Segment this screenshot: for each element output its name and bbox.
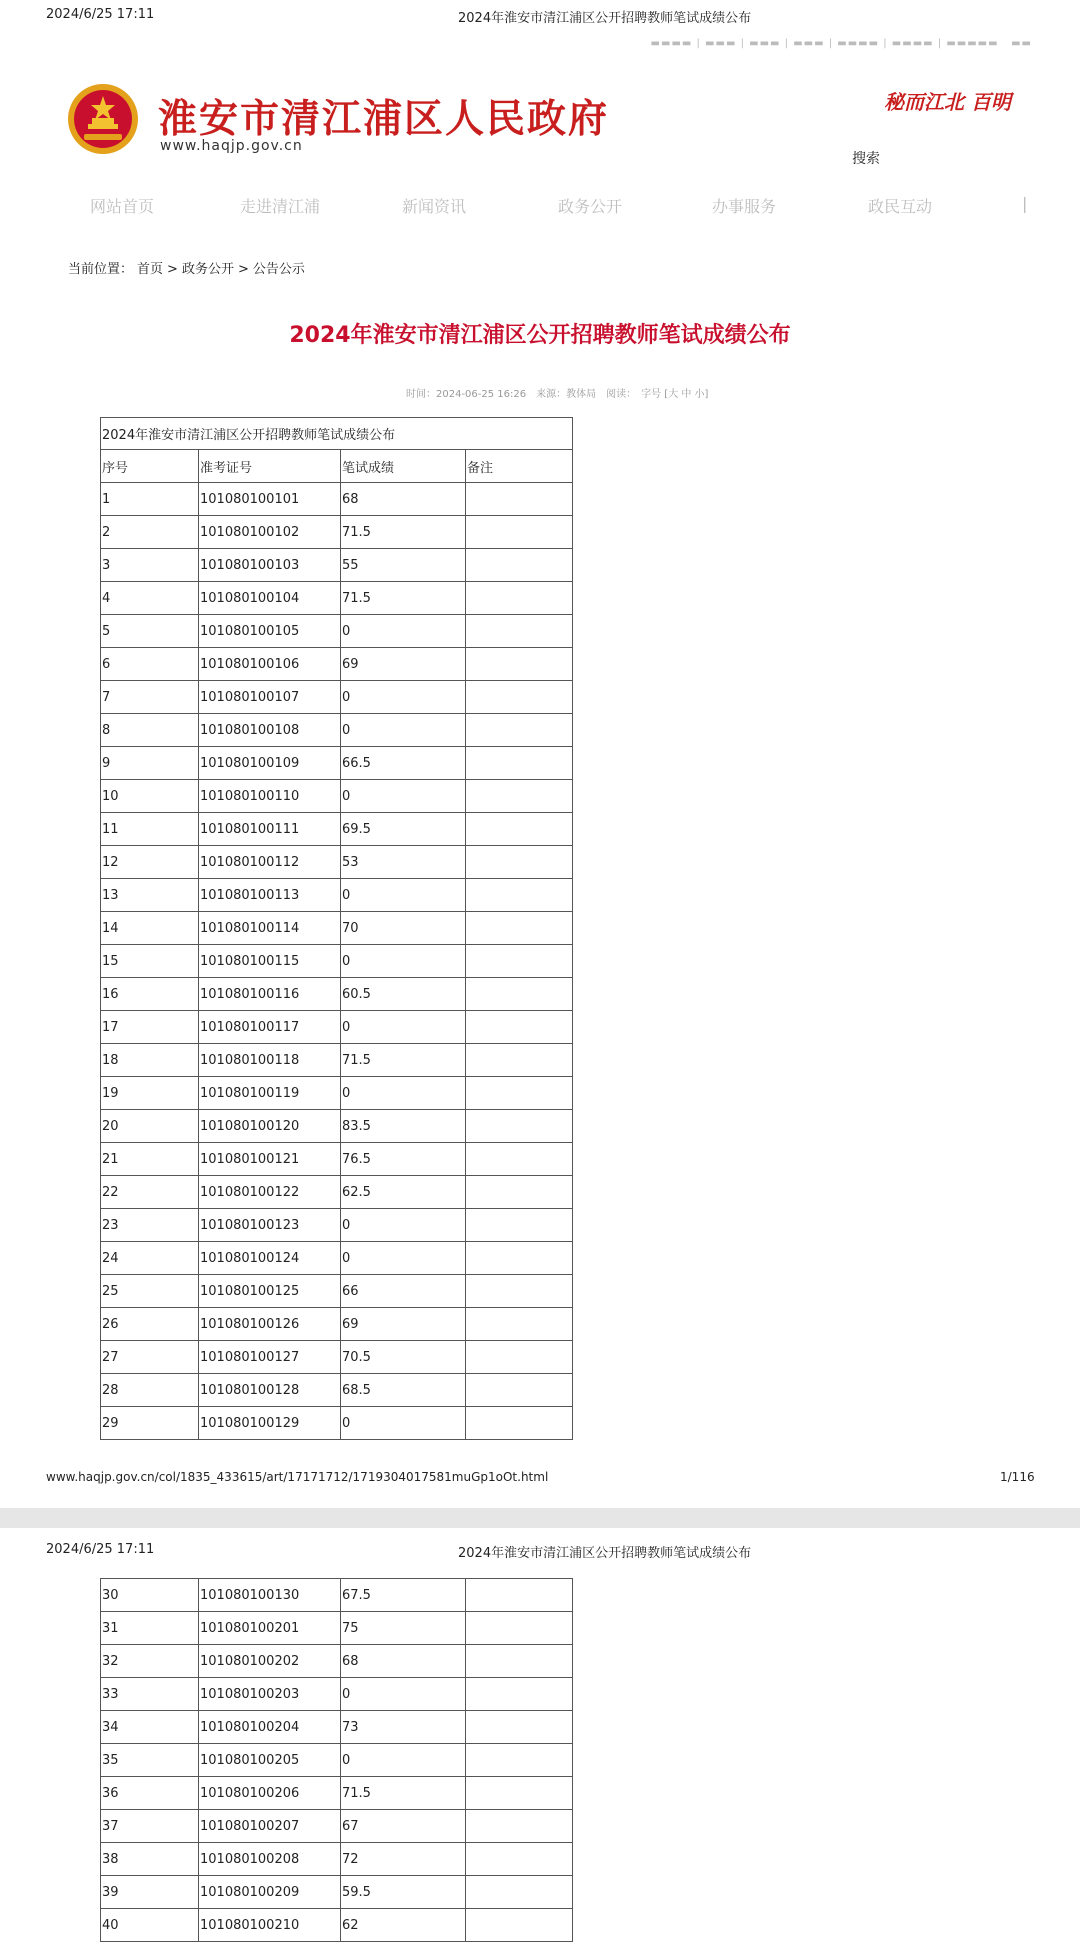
cell-exam-id: 101080100108	[199, 714, 341, 747]
cell-remark	[466, 1909, 573, 1942]
nav-item-home[interactable]: 网站首页	[90, 197, 155, 216]
cell-score: 71.5	[341, 516, 466, 549]
table-header-row	[101, 450, 573, 483]
cell-remark	[466, 714, 573, 747]
cell-score: 66.5	[341, 747, 466, 780]
cell-remark	[466, 1176, 573, 1209]
site-slogan: 秘而江北 百明	[884, 90, 1011, 114]
cell-remark	[466, 1711, 573, 1744]
nav-item-about[interactable]: 走进清江浦	[240, 197, 321, 216]
cell-remark	[466, 1744, 573, 1777]
table-row	[101, 1209, 573, 1242]
cell-remark	[466, 1579, 573, 1612]
table-row	[101, 1110, 573, 1143]
cell-score: 0	[341, 714, 466, 747]
cell-score: 0	[341, 1011, 466, 1044]
table-row	[101, 1011, 573, 1044]
cell-exam-id: 101080100116	[199, 978, 341, 1011]
cell-remark	[466, 879, 573, 912]
nav-item-services[interactable]: 办事服务	[712, 197, 777, 216]
cell-score: 0	[341, 1242, 466, 1275]
cell-exam-id: 101080100129	[199, 1407, 341, 1440]
cell-score: 70.5	[341, 1341, 466, 1374]
cell-exam-id: 101080100106	[199, 648, 341, 681]
print-header-datetime: 2024/6/25 17:11	[46, 7, 155, 22]
cell-exam-id: 101080100125	[199, 1275, 341, 1308]
table-row	[101, 1407, 573, 1440]
cell-score: 0	[341, 1744, 466, 1777]
cell-remark	[466, 1678, 573, 1711]
site-url: www.haqjp.gov.cn	[160, 138, 303, 154]
cell-seq: 27	[101, 1341, 199, 1374]
nav-more-indicator: |	[1022, 194, 1028, 213]
cell-seq: 11	[101, 813, 199, 846]
cell-score: 59.5	[341, 1876, 466, 1909]
cell-score: 73	[341, 1711, 466, 1744]
table-row	[101, 1909, 573, 1942]
cell-remark	[466, 1645, 573, 1678]
breadcrumb-separator: >	[167, 262, 178, 277]
cell-remark	[466, 615, 573, 648]
cell-exam-id: 101080100209	[199, 1876, 341, 1909]
cell-score: 0	[341, 1209, 466, 1242]
cell-seq: 28	[101, 1374, 199, 1407]
cell-score: 0	[341, 879, 466, 912]
table-row	[101, 1242, 573, 1275]
footer-page-number: 1/116	[1000, 1470, 1035, 1484]
table-row	[101, 1308, 573, 1341]
table-row	[101, 648, 573, 681]
table-row	[101, 1275, 573, 1308]
table-row	[101, 1711, 573, 1744]
cell-seq: 4	[101, 582, 199, 615]
table-row	[101, 1678, 573, 1711]
cell-seq: 38	[101, 1843, 199, 1876]
table-row	[101, 1143, 573, 1176]
top-links-faded: ▬▬▬▬ | ▬▬▬ | ▬▬▬ | ▬▬▬ | ▬▬▬▬ | ▬▬▬▬ | ▬▬▬▬▬ ▬▬	[650, 38, 1032, 49]
column-header: 准考证号	[199, 450, 341, 483]
cell-score: 72	[341, 1843, 466, 1876]
cell-seq: 14	[101, 912, 199, 945]
cell-exam-id: 101080100202	[199, 1645, 341, 1678]
cell-score: 75	[341, 1612, 466, 1645]
cell-score: 83.5	[341, 1110, 466, 1143]
cell-seq: 7	[101, 681, 199, 714]
cell-seq: 40	[101, 1909, 199, 1942]
cell-remark	[466, 846, 573, 879]
cell-remark	[466, 1341, 573, 1374]
table-row	[101, 483, 573, 516]
cell-remark	[466, 813, 573, 846]
nav-item-interaction[interactable]: 政民互动	[868, 197, 933, 216]
cell-score: 0	[341, 1678, 466, 1711]
cell-exam-id: 101080100104	[199, 582, 341, 615]
cell-remark	[466, 1044, 573, 1077]
cell-remark	[466, 1407, 573, 1440]
cell-score: 66	[341, 1275, 466, 1308]
cell-seq: 18	[101, 1044, 199, 1077]
table-row	[101, 615, 573, 648]
cell-remark	[466, 1077, 573, 1110]
cell-score: 0	[341, 945, 466, 978]
cell-remark	[466, 681, 573, 714]
cell-remark	[466, 945, 573, 978]
cell-exam-id: 101080100110	[199, 780, 341, 813]
cell-seq: 15	[101, 945, 199, 978]
cell-score: 67.5	[341, 1579, 466, 1612]
print-header-title: 2024年淮安市清江浦区公开招聘教师笔试成绩公布	[458, 11, 752, 26]
cell-seq: 6	[101, 648, 199, 681]
table-row	[101, 1374, 573, 1407]
cell-seq: 9	[101, 747, 199, 780]
table-row	[101, 1843, 573, 1876]
cell-exam-id: 101080100117	[199, 1011, 341, 1044]
cell-seq: 20	[101, 1110, 199, 1143]
cell-seq: 1	[101, 483, 199, 516]
cell-seq: 2	[101, 516, 199, 549]
cell-exam-id: 101080100128	[199, 1374, 341, 1407]
breadcrumb-label: 当前位置：	[68, 262, 134, 277]
cell-seq: 35	[101, 1744, 199, 1777]
cell-remark	[466, 978, 573, 1011]
breadcrumb-separator: >	[237, 262, 249, 277]
print-header-title: 2024年淮安市清江浦区公开招聘教师笔试成绩公布	[458, 1546, 752, 1561]
cell-remark	[466, 1242, 573, 1275]
cell-score: 68.5	[341, 1374, 466, 1407]
column-header: 序号	[101, 450, 199, 483]
table-row	[101, 1044, 573, 1077]
cell-seq: 22	[101, 1176, 199, 1209]
table-row	[101, 945, 573, 978]
table-row	[101, 1176, 573, 1209]
cell-seq: 5	[101, 615, 199, 648]
cell-exam-id: 101080100201	[199, 1612, 341, 1645]
table-row	[101, 681, 573, 714]
cell-score: 0	[341, 780, 466, 813]
cell-remark	[466, 1011, 573, 1044]
cell-exam-id: 101080100103	[199, 549, 341, 582]
cell-score: 0	[341, 615, 466, 648]
cell-seq: 34	[101, 1711, 199, 1744]
table-row	[101, 1777, 573, 1810]
cell-exam-id: 101080100127	[199, 1341, 341, 1374]
cell-seq: 8	[101, 714, 199, 747]
cell-exam-id: 101080100105	[199, 615, 341, 648]
table-row	[101, 747, 573, 780]
cell-score: 67	[341, 1810, 466, 1843]
table-row	[101, 1645, 573, 1678]
cell-remark	[466, 1777, 573, 1810]
cell-seq: 25	[101, 1275, 199, 1308]
cell-remark	[466, 582, 573, 615]
cell-exam-id: 101080100210	[199, 1909, 341, 1942]
national-emblem-icon	[66, 82, 140, 156]
cell-score: 0	[341, 681, 466, 714]
cell-seq: 3	[101, 549, 199, 582]
table-row	[101, 780, 573, 813]
cell-score: 69	[341, 1308, 466, 1341]
table-row	[101, 813, 573, 846]
table-row	[101, 912, 573, 945]
cell-remark	[466, 1612, 573, 1645]
cell-exam-id: 101080100206	[199, 1777, 341, 1810]
cell-remark	[466, 1810, 573, 1843]
table-row	[101, 1810, 573, 1843]
cell-exam-id: 101080100109	[199, 747, 341, 780]
cell-remark	[466, 912, 573, 945]
cell-exam-id: 101080100114	[199, 912, 341, 945]
cell-remark	[466, 549, 573, 582]
cell-remark	[466, 1110, 573, 1143]
cell-seq: 16	[101, 978, 199, 1011]
cell-remark	[466, 1275, 573, 1308]
cell-seq: 10	[101, 780, 199, 813]
cell-score: 53	[341, 846, 466, 879]
cell-score: 62.5	[341, 1176, 466, 1209]
table-row	[101, 549, 573, 582]
breadcrumb-home[interactable]: 首页	[137, 262, 164, 277]
cell-exam-id: 101080100124	[199, 1242, 341, 1275]
cell-exam-id: 101080100120	[199, 1110, 341, 1143]
cell-score: 69.5	[341, 813, 466, 846]
column-header: 备注	[466, 450, 573, 483]
table-caption: 2024年淮安市清江浦区公开招聘教师笔试成绩公布	[101, 418, 573, 450]
table-row	[101, 1579, 573, 1612]
cell-score: 0	[341, 1407, 466, 1440]
cell-score: 62	[341, 1909, 466, 1942]
cell-seq: 24	[101, 1242, 199, 1275]
article-meta: 时间：2024-06-25 16:26 来源：教体局 阅读： 字号 [大 中 小]	[406, 389, 709, 400]
cell-seq: 23	[101, 1209, 199, 1242]
cell-remark	[466, 1308, 573, 1341]
site-name: 淮安市清江浦区人民政府	[158, 96, 610, 142]
cell-seq: 21	[101, 1143, 199, 1176]
main-nav	[90, 194, 1040, 220]
table-row	[101, 978, 573, 1011]
cell-exam-id: 101080100111	[199, 813, 341, 846]
cell-exam-id: 101080100118	[199, 1044, 341, 1077]
cell-seq: 26	[101, 1308, 199, 1341]
scores-table-continued	[100, 1578, 573, 1942]
cell-remark	[466, 483, 573, 516]
table-row	[101, 879, 573, 912]
cell-score: 55	[341, 549, 466, 582]
cell-exam-id: 101080100122	[199, 1176, 341, 1209]
cell-seq: 39	[101, 1876, 199, 1909]
cell-exam-id: 101080100204	[199, 1711, 341, 1744]
cell-score: 70	[341, 912, 466, 945]
cell-seq: 12	[101, 846, 199, 879]
cell-score: 68	[341, 1645, 466, 1678]
cell-exam-id: 101080100123	[199, 1209, 341, 1242]
breadcrumb-announcements[interactable]: 公告公示	[252, 262, 305, 277]
cell-exam-id: 101080100113	[199, 879, 341, 912]
cell-score: 68	[341, 483, 466, 516]
cell-seq: 19	[101, 1077, 199, 1110]
table-row	[101, 714, 573, 747]
cell-score: 60.5	[341, 978, 466, 1011]
cell-seq: 32	[101, 1645, 199, 1678]
breadcrumb-gov-affairs[interactable]: 政务公开	[181, 262, 234, 277]
cell-exam-id: 101080100205	[199, 1744, 341, 1777]
footer-page-url: www.haqjp.gov.cn/col/1835_433615/art/17171712/1719304017581muGp1oOt.html	[46, 1470, 549, 1484]
cell-remark	[466, 516, 573, 549]
cell-score: 71.5	[341, 1044, 466, 1077]
cell-score: 69	[341, 648, 466, 681]
cell-remark	[466, 1843, 573, 1876]
nav-item-gov-affairs[interactable]: 政务公开	[558, 197, 623, 216]
cell-exam-id: 101080100115	[199, 945, 341, 978]
table-row	[101, 1341, 573, 1374]
article-title: 2024年淮安市清江浦区公开招聘教师笔试成绩公布	[289, 323, 791, 348]
cell-seq: 13	[101, 879, 199, 912]
cell-score: 76.5	[341, 1143, 466, 1176]
cell-remark	[466, 1209, 573, 1242]
table-row	[101, 1077, 573, 1110]
cell-exam-id: 101080100203	[199, 1678, 341, 1711]
cell-score: 71.5	[341, 1777, 466, 1810]
cell-remark	[466, 780, 573, 813]
table-row	[101, 582, 573, 615]
cell-exam-id: 101080100126	[199, 1308, 341, 1341]
table-row	[101, 1876, 573, 1909]
print-header-datetime: 2024/6/25 17:11	[46, 1542, 155, 1557]
cell-exam-id: 101080100130	[199, 1579, 341, 1612]
cell-exam-id: 101080100207	[199, 1810, 341, 1843]
table-row	[101, 516, 573, 549]
cell-remark	[466, 1876, 573, 1909]
cell-remark	[466, 648, 573, 681]
search-button[interactable]: 搜索	[852, 151, 880, 167]
cell-exam-id: 101080100101	[199, 483, 341, 516]
cell-score: 0	[341, 1077, 466, 1110]
cell-exam-id: 101080100121	[199, 1143, 341, 1176]
scores-table	[100, 417, 573, 1440]
cell-remark	[466, 1374, 573, 1407]
column-header: 笔试成绩	[341, 450, 466, 483]
cell-seq: 29	[101, 1407, 199, 1440]
cell-seq: 37	[101, 1810, 199, 1843]
cell-seq: 33	[101, 1678, 199, 1711]
cell-score: 71.5	[341, 582, 466, 615]
cell-remark	[466, 747, 573, 780]
cell-seq: 31	[101, 1612, 199, 1645]
cell-seq: 30	[101, 1579, 199, 1612]
cell-exam-id: 101080100102	[199, 516, 341, 549]
table-row	[101, 846, 573, 879]
cell-exam-id: 101080100112	[199, 846, 341, 879]
cell-seq: 17	[101, 1011, 199, 1044]
cell-exam-id: 101080100107	[199, 681, 341, 714]
table-row	[101, 1744, 573, 1777]
table-row	[101, 1612, 573, 1645]
nav-item-news[interactable]: 新闻资讯	[402, 197, 467, 216]
breadcrumb	[68, 258, 309, 277]
cell-exam-id: 101080100208	[199, 1843, 341, 1876]
cell-remark	[466, 1143, 573, 1176]
cell-exam-id: 101080100119	[199, 1077, 341, 1110]
cell-seq: 36	[101, 1777, 199, 1810]
